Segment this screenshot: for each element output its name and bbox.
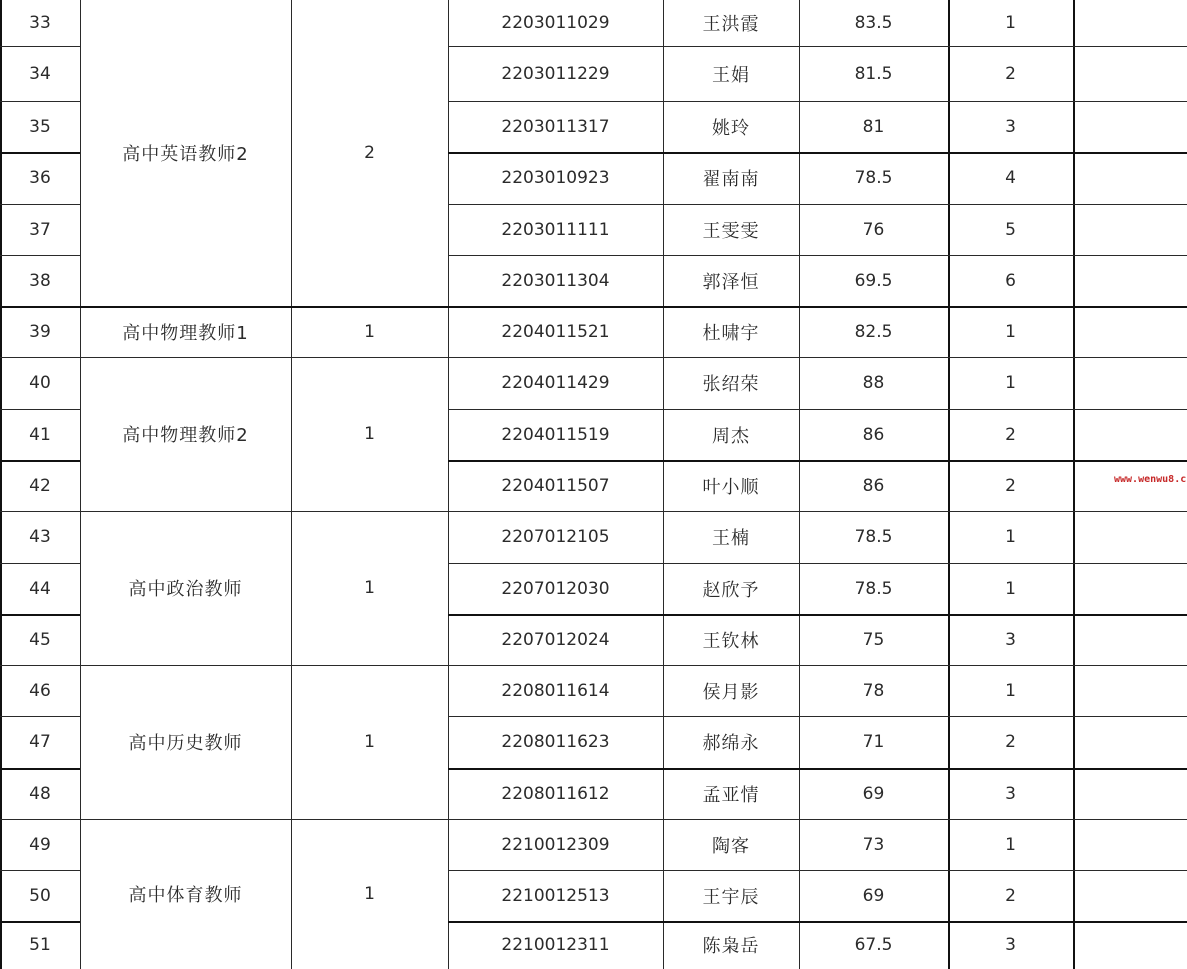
exam-id-cell: 2203011304 — [501, 270, 610, 291]
candidate-name-cell: 王娟 — [712, 64, 750, 86]
quota-cell: 1 — [364, 884, 375, 904]
exam-id-cell: 2207012030 — [501, 578, 610, 599]
exam-id-cell: 2210012513 — [501, 885, 610, 906]
position-name-cell: 高中物理教师2 — [122, 425, 249, 446]
exam-id-cell: 2203011229 — [501, 63, 610, 84]
row-number: 33 — [29, 13, 51, 33]
position-name-cell: 高中体育教师 — [128, 885, 243, 906]
rank-cell: 2 — [1005, 63, 1016, 84]
candidate-name-cell: 翟南南 — [702, 169, 760, 190]
score-cell: 88 — [862, 373, 885, 393]
score-cell: 69 — [862, 783, 885, 804]
row-number: 40 — [29, 373, 51, 393]
position-name-cell: 高中物理教师1 — [122, 322, 249, 344]
score-cell: 78.5 — [854, 578, 893, 599]
position-name-cell: 高中历史教师 — [128, 733, 243, 754]
rank-cell: 1 — [1005, 578, 1016, 599]
candidate-name-cell: 侯月影 — [702, 681, 760, 703]
row-number: 38 — [29, 270, 51, 291]
exam-id-cell: 2207012105 — [501, 527, 610, 547]
candidate-name-cell: 王钦林 — [702, 630, 760, 652]
rank-cell: 2 — [1005, 732, 1016, 752]
rank-cell: 2 — [1005, 475, 1016, 496]
row-number: 41 — [29, 424, 51, 445]
candidate-name-cell: 王楠 — [712, 528, 750, 549]
row-number: 49 — [29, 834, 51, 855]
candidate-name-cell: 陈枭岳 — [702, 936, 760, 957]
row-number: 46 — [29, 680, 51, 701]
candidate-name-cell: 郝绵永 — [702, 733, 760, 754]
rank-cell: 3 — [1005, 629, 1016, 650]
candidate-name-cell: 张绍荣 — [702, 374, 760, 395]
score-cell: 76 — [862, 219, 885, 240]
position-name-cell: 高中英语教师2 — [122, 144, 249, 165]
score-cell: 81.5 — [854, 63, 893, 84]
candidate-name-cell: 陶客 — [712, 835, 750, 857]
score-cell: 71 — [862, 732, 885, 752]
rank-cell: 6 — [1005, 270, 1016, 291]
score-cell: 78.5 — [854, 168, 893, 188]
row-number: 45 — [29, 629, 51, 650]
candidate-name-cell: 叶小顺 — [702, 476, 760, 498]
score-cell: 73 — [862, 834, 885, 855]
exam-id-cell: 2210012309 — [501, 834, 610, 855]
quota-cell: 1 — [364, 321, 375, 342]
rank-cell: 1 — [1005, 680, 1016, 701]
rank-cell: 1 — [1005, 527, 1016, 547]
candidate-name-cell: 赵欣予 — [702, 579, 760, 601]
rank-cell: 1 — [1005, 834, 1016, 855]
candidate-name-cell: 王宇辰 — [702, 886, 760, 908]
row-number: 50 — [29, 885, 51, 906]
grid-line-vertical — [1073, 0, 1075, 969]
row-number: 37 — [29, 219, 51, 240]
rank-cell: 1 — [1005, 321, 1016, 342]
exam-id-cell: 2208011623 — [501, 732, 610, 752]
rank-cell: 1 — [1005, 13, 1016, 33]
quota-cell: 1 — [364, 578, 375, 598]
score-cell: 86 — [862, 475, 885, 496]
rank-cell: 2 — [1005, 424, 1016, 445]
exam-id-cell: 2208011612 — [501, 783, 610, 804]
row-number: 42 — [29, 475, 51, 496]
score-cell: 75 — [862, 629, 885, 650]
score-cell: 69.5 — [854, 270, 893, 291]
exam-id-cell: 2208011614 — [501, 680, 610, 701]
score-cell: 67.5 — [854, 935, 893, 955]
position-name-cell: 高中政治教师 — [128, 579, 243, 600]
row-number: 48 — [29, 783, 51, 804]
quota-cell: 2 — [364, 143, 375, 163]
row-number: 34 — [29, 63, 51, 84]
row-number: 43 — [29, 527, 51, 547]
score-cell: 78 — [862, 680, 885, 701]
exam-id-cell: 2203010923 — [501, 168, 610, 188]
quota-cell: 1 — [364, 424, 375, 444]
exam-id-cell: 2204011507 — [501, 475, 610, 496]
score-cell: 78.5 — [854, 527, 893, 547]
candidate-name-cell: 郭泽恒 — [702, 271, 760, 293]
row-number: 36 — [29, 168, 51, 188]
rank-cell: 3 — [1005, 783, 1016, 804]
watermark-text: www.wenwu8.c — [1114, 474, 1187, 485]
row-number: 35 — [29, 116, 51, 137]
exam-id-cell: 2203011111 — [501, 219, 610, 240]
candidate-name-cell: 周杰 — [712, 425, 750, 447]
row-number: 39 — [29, 321, 51, 342]
row-number: 47 — [29, 732, 51, 752]
exam-id-cell: 2203011029 — [501, 13, 610, 33]
exam-id-cell: 2207012024 — [501, 629, 610, 650]
score-cell: 86 — [862, 424, 885, 445]
score-cell: 83.5 — [854, 13, 893, 33]
rank-cell: 1 — [1005, 373, 1016, 393]
rank-cell: 3 — [1005, 935, 1016, 955]
rank-cell: 2 — [1005, 885, 1016, 906]
candidate-name-cell: 王洪霞 — [702, 14, 760, 35]
candidate-name-cell: 姚玲 — [712, 117, 750, 139]
exam-id-cell: 2204011519 — [501, 424, 610, 445]
quota-cell: 1 — [364, 732, 375, 752]
rank-cell: 3 — [1005, 116, 1016, 137]
candidate-name-cell: 孟亚情 — [702, 784, 760, 806]
score-cell: 81 — [862, 116, 885, 137]
score-cell: 82.5 — [854, 321, 893, 342]
exam-id-cell: 2204011429 — [501, 373, 610, 393]
rank-cell: 4 — [1005, 168, 1016, 188]
row-number: 51 — [29, 935, 51, 955]
exam-id-cell: 2203011317 — [501, 116, 610, 137]
score-cell: 69 — [862, 885, 885, 906]
candidate-name-cell: 王雯雯 — [702, 220, 760, 242]
candidate-name-cell: 杜啸宇 — [702, 322, 760, 344]
rank-cell: 5 — [1005, 219, 1016, 240]
exam-id-cell: 2210012311 — [501, 935, 610, 955]
exam-id-cell: 2204011521 — [501, 321, 610, 342]
row-number: 44 — [29, 578, 51, 599]
